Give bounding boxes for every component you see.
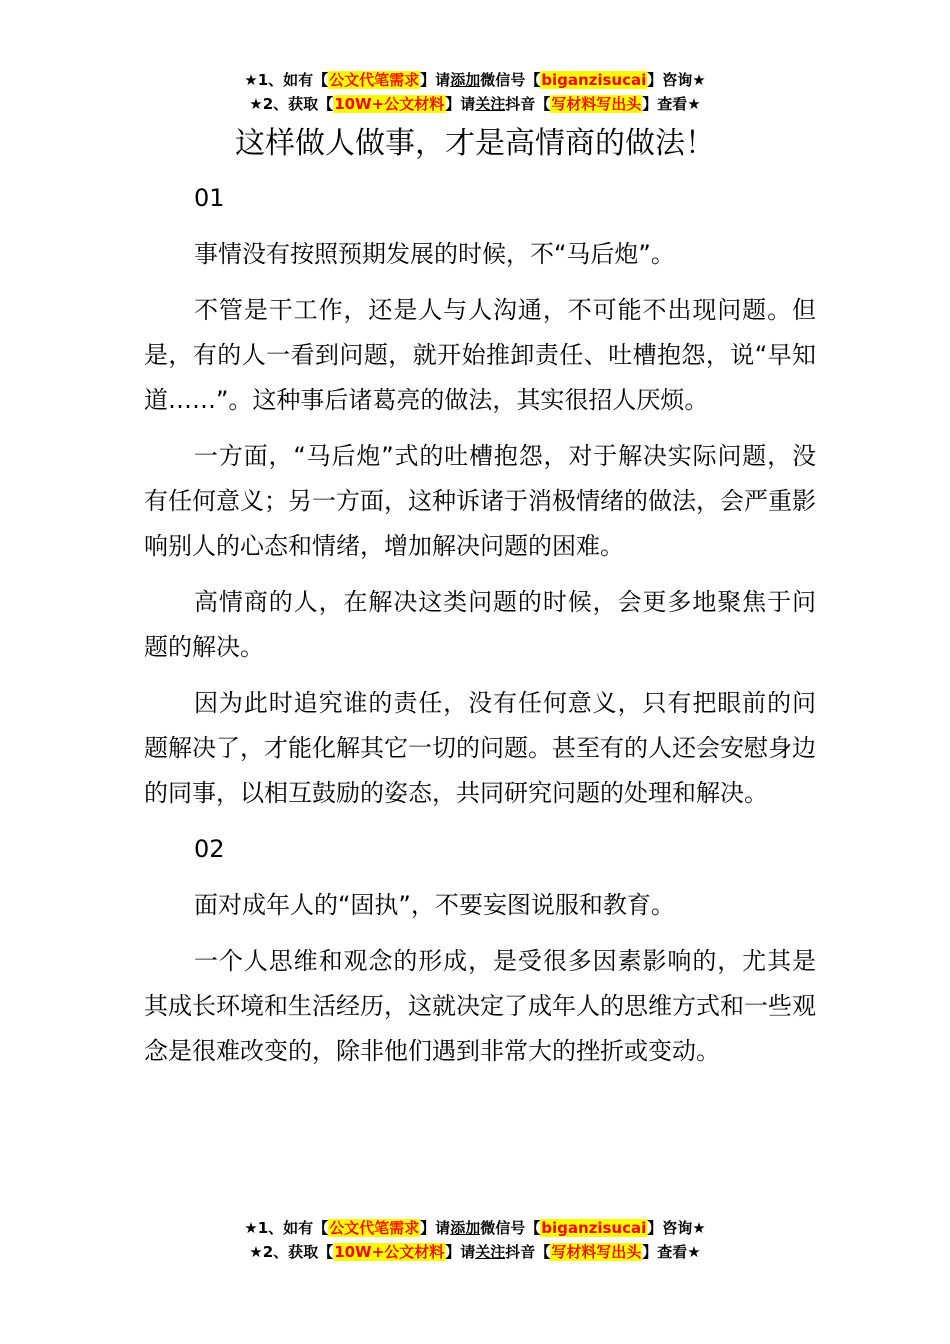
section-number: 02 bbox=[194, 835, 225, 863]
paragraph: 不管是干工作，还是人与人沟通，不可能不出现问题。但是，有的人一看到问题，就开始推卸责任、吐槽抱怨，说“早知道……”。这种事后诸葛亮的做法，其实很招人厌烦。 bbox=[144, 296, 816, 414]
highlight-douyin-account: 写材料写出头 bbox=[551, 95, 642, 113]
page-title: 这样做人做事，才是高情商的做法！ bbox=[235, 126, 715, 161]
highlight-materials: 10W+公文材料 bbox=[334, 1243, 445, 1261]
highlight-wechat-id: biganzisucai bbox=[541, 71, 647, 89]
banner-line-2: ★2、获取【10W+公文材料】请关注抖音【写材料写出头】查看★ bbox=[249, 1243, 701, 1261]
paragraph: 一个人思维和观念的形成，是受很多因素影响的，尤其是其成长环境和生活经历，这就决定了成年人的思维方式和一些观念是很难改变的，除非他们遇到非常大的挫折或变动。 bbox=[144, 947, 816, 1065]
paragraph: 高情商的人，在解决这类问题的时候，会更多地聚焦于问题的解决。 bbox=[144, 588, 816, 661]
footer-banner bbox=[0, 1216, 950, 1264]
highlight-materials: 10W+公文材料 bbox=[334, 95, 445, 113]
banner-line-1: ★1、如有【公文代笔需求】请添加微信号【biganzisucai】咨询★ bbox=[244, 71, 706, 89]
highlight-wechat-id: biganzisucai bbox=[541, 1219, 647, 1237]
paragraph: 一方面，“马后炮”式的吐槽抱怨，对于解决实际问题，没有任何意义；另一方面，这种诉诸于消极情绪的做法，会严重影响别人的心态和情绪，增加解决问题的困难。 bbox=[144, 442, 816, 560]
header-banner bbox=[0, 68, 950, 116]
paragraph: 因为此时追究谁的责任，没有任何意义，只有把眼前的问题解决了，才能化解其它一切的问题。甚至有的人还会安慰身边的同事，以相互鼓励的姿态，共同研究问题的处理和解决。 bbox=[144, 689, 816, 807]
highlight-douyin-account: 写材料写出头 bbox=[551, 1243, 642, 1261]
section-heading: 事情没有按照预期发展的时候，不“马后炮”。 bbox=[194, 240, 675, 268]
section-number: 01 bbox=[194, 184, 225, 212]
highlight-service: 公文代笔需求 bbox=[329, 1219, 420, 1237]
banner-line-2: ★2、获取【10W+公文材料】请关注抖音【写材料写出头】查看★ bbox=[249, 95, 701, 113]
banner-line-1: ★1、如有【公文代笔需求】请添加微信号【biganzisucai】咨询★ bbox=[244, 1219, 706, 1237]
section-heading: 面对成年人的“固执”，不要妄图说服和教育。 bbox=[194, 891, 675, 919]
article-body bbox=[144, 176, 816, 1085]
highlight-service: 公文代笔需求 bbox=[329, 71, 420, 89]
